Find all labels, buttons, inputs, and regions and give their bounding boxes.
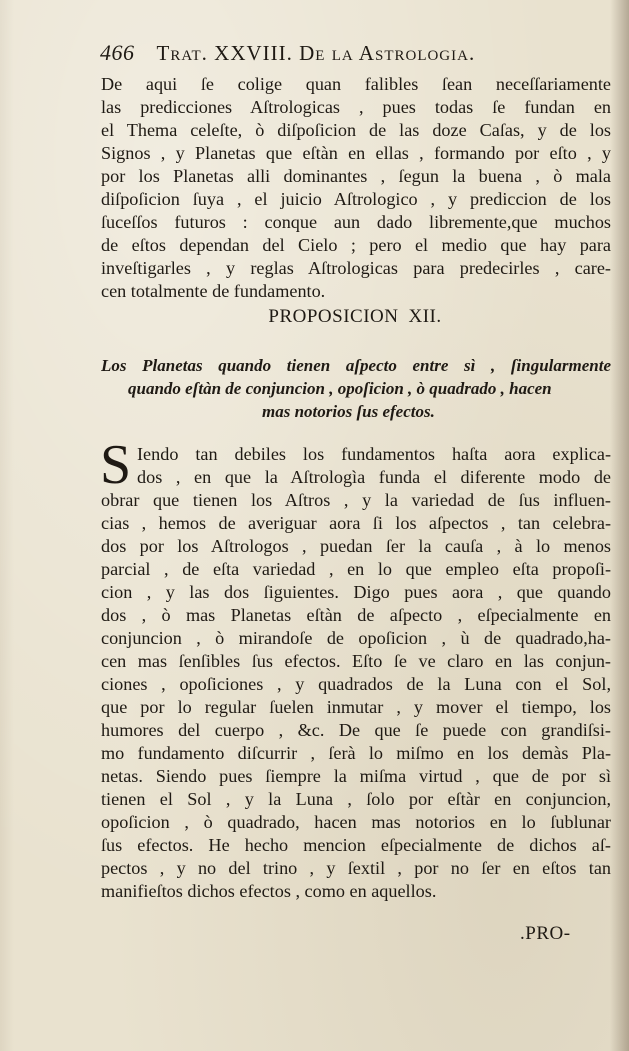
- intro-line: diſpoſicion ſuya , el juicio Aſtrologico , y prediccion de los: [101, 189, 611, 209]
- intro-line: las predicciones Aſtrologicas , pues todas ſe fundan en: [101, 97, 611, 117]
- body-line: dos por los Aſtrologos , puedan ſer la cauſa , à lo menos: [101, 536, 611, 556]
- body-line: cias , hemos de averiguar aora ſi los aſpectos , tan celebra-: [101, 513, 611, 533]
- running-title: Trat. XXVIII. De la Astrologia.: [156, 41, 476, 65]
- body-line: pectos , y no del trino , y ſextil , por no ſer en eſtos tan: [101, 858, 611, 878]
- body-line: ciones , opoſiciones , y quadrados de la Luna con el Sol,: [101, 674, 611, 694]
- body-line: dos , ò mas Planetas eſtàn de aſpecto , eſpecialmente en: [101, 605, 611, 625]
- running-head: [100, 40, 620, 72]
- body-line: humores del cuerpo , &c. De que ſe puede con grandiſsi-: [101, 720, 611, 740]
- intro-line: ſuceſſos futuros : conque aun dado libremente,que muchos: [101, 212, 611, 232]
- intro-line: el Thema celeſte, ò diſpoſicion de las doze Caſas, y de los: [101, 120, 611, 140]
- intro-line: De aqui ſe colige quan falibles ſean neceſſariamente: [101, 74, 611, 94]
- body-line: parcial , de eſta variedad , en lo que empleo eſta propoſi-: [101, 559, 611, 579]
- summary-line: Los Planetas quando tienen aſpecto entre sì , ſingularmente: [101, 356, 611, 375]
- intro-line: cen totalmente de fundamento.: [101, 281, 326, 301]
- body-line: netas. Siendo pues ſiempre la miſma virtud , que de por sì: [101, 766, 611, 786]
- body-line: conjuncion , ò mirandoſe de opoſicion , ù de quadrado,ha-: [101, 628, 611, 648]
- body-line: que por lo regular ſuelen inmutar , y mover el tiempo, los: [101, 697, 611, 717]
- proposition-label: PROPOSICION: [268, 306, 399, 327]
- body-line: dos , en que la Aſtrologìa funda el diferente modo de: [137, 467, 611, 487]
- proposition-heading: [100, 306, 610, 328]
- intro-line: de eſtos dependan del Cielo ; pero el medio que hay para: [101, 235, 611, 255]
- body-line: opoſicion , ò quadrado, hacen mas notorios en lo ſublunar: [101, 812, 611, 832]
- body-line: ſus efectos. He hecho mencion eſpecialmente de dichos aſ-: [101, 835, 611, 855]
- body-line: cion , y las dos ſiguientes. Digo pues aora , que quando: [101, 582, 611, 602]
- intro-line: inveſtigarles , y reglas Aſtrologicas para predecirles , care-: [101, 258, 611, 278]
- body-line: manifieſtos dichos efectos , como en aquellos.: [101, 881, 437, 901]
- body-line: cen mas ſenſibles ſus efectos. Eſto ſe ve claro en las conjun-: [101, 651, 611, 671]
- catchword: .PRO-: [520, 923, 571, 944]
- body-line: mo fundamento diſcurrir , ſerà lo miſmo en los demàs Pla-: [101, 743, 611, 763]
- proposition-numeral: XII.: [408, 306, 442, 327]
- body-line: tienen el Sol , y la Luna , ſolo por eſtàr en conjuncion,: [101, 789, 611, 809]
- intro-line: por los Planetas alli dominantes , ſegun la buena , ò mala: [101, 166, 611, 186]
- body-line: obrar que tienen los Aſtros , y la variedad de ſus influen-: [101, 490, 611, 510]
- summary-line: quando eſtàn de conjuncion , opoſicion , ò quadrado , hacen: [128, 379, 552, 398]
- summary-line: mas notorios ſus efectos.: [262, 402, 435, 421]
- intro-line: Signos , y Planetas que eſtàn en ellas , formando por eſto , y: [101, 143, 611, 163]
- drop-cap: S: [100, 434, 132, 496]
- body-line: Iendo tan debiles los fundamentos haſta aora explica-: [137, 444, 611, 464]
- page-number: 466: [100, 40, 135, 65]
